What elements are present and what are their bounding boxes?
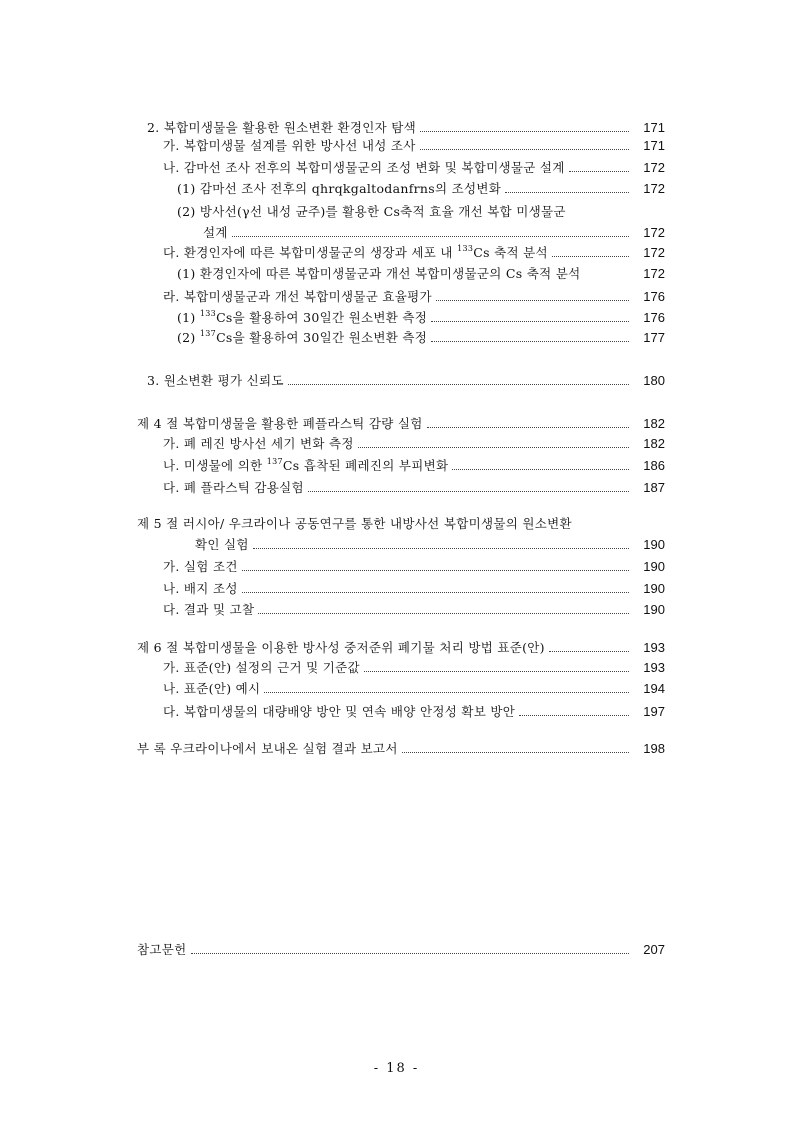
toc-entry-text: (1) — [177, 310, 200, 325]
toc-entry-text: 다. 환경인자에 따른 복합미생물군의 생장과 세포 내 — [163, 245, 458, 260]
toc-entry-title — [163, 580, 238, 598]
toc-page-number: 194 — [643, 681, 665, 696]
toc-entry[interactable] — [137, 639, 665, 657]
toc-entry[interactable] — [163, 137, 665, 155]
toc-entry-title — [163, 244, 548, 262]
toc-entry-text: 참고문헌 — [137, 942, 187, 957]
dot-leader — [232, 235, 629, 237]
toc-entry-title — [147, 372, 284, 390]
toc-entry-title — [163, 703, 515, 721]
dot-leader — [436, 299, 629, 301]
toc-entry[interactable] — [163, 659, 665, 677]
toc-entry-title — [137, 941, 187, 959]
toc-entry[interactable] — [195, 536, 665, 554]
toc-entry-title — [203, 224, 228, 242]
toc-page-number: 172 — [643, 225, 665, 240]
toc-entry-title — [163, 680, 260, 698]
toc-page-number: 186 — [643, 458, 665, 473]
dot-leader — [358, 446, 629, 448]
toc-entry[interactable] — [147, 119, 665, 137]
toc-entry-text: (2) 방사선(γ선 내성 균주)를 활용한 Cs축적 효율 개선 복합 미생물군 — [177, 204, 566, 219]
toc-entry[interactable] — [163, 703, 665, 721]
toc-entry[interactable] — [137, 415, 665, 433]
dot-leader — [552, 255, 629, 257]
dot-leader — [420, 148, 629, 150]
toc-entry-text: 제 5 절 러시아/ 우크라이나 공동연구를 통한 내방사선 복합미생물의 원소변환 — [137, 516, 572, 531]
toc-entry[interactable] — [163, 479, 665, 497]
toc-page-number: 182 — [643, 436, 665, 451]
toc-entry[interactable] — [137, 740, 665, 758]
toc-entry-title — [147, 119, 416, 137]
toc-page-number: 176 — [643, 310, 665, 325]
dot-leader — [431, 320, 629, 322]
toc-entry[interactable] — [163, 601, 665, 619]
toc-entry[interactable] — [163, 558, 665, 576]
dot-leader — [258, 612, 629, 614]
dot-leader — [402, 751, 629, 753]
toc-entry-text: 확인 실험 — [195, 537, 249, 552]
toc-entry-text: 다. 폐 플라스틱 감용실험 — [163, 480, 304, 495]
dot-leader — [242, 591, 629, 593]
dot-leader — [452, 468, 629, 470]
toc-entry-text-cont: Cs 축적 분석 — [473, 245, 548, 260]
toc-page-number: 198 — [643, 741, 665, 756]
toc-entry-title — [163, 601, 254, 619]
toc-entry-text: 제 4 절 복합미생물을 활용한 폐플라스틱 감량 실험 — [137, 416, 423, 431]
toc-entry-text: 다. 복합미생물의 대량배양 방안 및 연속 배양 안정성 확보 방안 — [163, 704, 516, 719]
toc-entry[interactable] — [177, 180, 665, 198]
toc-page-number: 176 — [643, 289, 665, 304]
toc-entry-text: 설계 — [203, 225, 228, 240]
dot-leader — [549, 650, 629, 652]
toc-entry-text: 2. 복합미생물을 활용한 원소변환 환경인자 탐색 — [147, 120, 417, 135]
toc-page-number: 180 — [643, 373, 665, 388]
toc-page-number: 193 — [643, 660, 665, 675]
toc-page-number: 172 — [643, 266, 665, 281]
toc-entry-title — [137, 639, 545, 657]
toc-entry-title — [163, 457, 448, 475]
toc-entry[interactable] — [177, 309, 665, 327]
toc-page-number: 193 — [643, 640, 665, 655]
toc-page-number: 190 — [643, 581, 665, 596]
toc-page-number: 190 — [643, 559, 665, 574]
toc-page-number: 172 — [643, 181, 665, 196]
toc-page-number: 171 — [643, 120, 665, 135]
toc-page-number: 190 — [643, 537, 665, 552]
toc-entry-title — [163, 288, 432, 306]
toc-entry-title — [163, 479, 304, 497]
toc-entry-text: (1) 감마선 조사 전후의 qhrqkgaltodanfrns의 조성변화 — [177, 181, 502, 196]
dot-leader — [288, 383, 629, 385]
toc-entry[interactable] — [163, 457, 665, 475]
toc-entry-title — [177, 265, 581, 283]
toc-entry[interactable] — [177, 265, 665, 283]
toc-entry-text: 부 록 우크라이나에서 보내온 실험 결과 보고서 — [137, 741, 398, 756]
toc-page-number: 172 — [643, 160, 665, 175]
dot-leader — [431, 340, 629, 342]
toc-page-number: 207 — [643, 942, 665, 957]
isotope-superscript: 133 — [457, 244, 474, 253]
toc-entry[interactable] — [163, 680, 665, 698]
toc-entry-text-cont: Cs 흡착된 폐레진의 부피변화 — [282, 458, 449, 473]
toc-entry-text-cont: Cs을 활용하여 30일간 원소변환 측정 — [216, 330, 428, 345]
toc-page-number: 177 — [643, 330, 665, 345]
toc-entry[interactable] — [163, 580, 665, 598]
toc-entry-text: 가. 실험 조건 — [163, 559, 238, 574]
toc-entry-title — [177, 309, 427, 327]
toc-entry-text: 가. 폐 레진 방사선 세기 변화 측정 — [163, 436, 354, 451]
toc-entry[interactable] — [137, 515, 665, 533]
toc-entry[interactable] — [163, 244, 665, 262]
toc-entry-text: 나. 표준(안) 예시 — [163, 681, 261, 696]
toc-page-number: 171 — [643, 138, 665, 153]
toc-entry[interactable] — [137, 941, 665, 959]
toc-entry-title — [137, 515, 572, 533]
toc-entry-title — [177, 203, 566, 221]
toc-page-number: 187 — [643, 480, 665, 495]
toc-entry[interactable] — [163, 288, 665, 306]
page-number-footer: - 18 - — [373, 1061, 420, 1076]
dot-leader — [569, 170, 629, 172]
dot-leader — [519, 714, 629, 716]
toc-entry-title — [163, 137, 416, 155]
toc-entry-text: (1) 환경인자에 따른 복합미생물군과 개선 복합미생물군의 Cs 축적 분석 — [177, 266, 581, 281]
toc-entry-title — [137, 415, 423, 433]
toc-entry[interactable] — [177, 203, 665, 221]
toc-entry-text: 라. 복합미생물군과 개선 복합미생물군 효율평가 — [163, 289, 432, 304]
dot-leader — [242, 569, 629, 571]
toc-entry[interactable] — [177, 329, 665, 347]
toc-entry-title — [163, 659, 360, 677]
toc-page-number: 190 — [643, 602, 665, 617]
dot-leader — [253, 547, 629, 549]
dot-leader — [364, 670, 629, 672]
toc-entry-title — [163, 558, 238, 576]
dot-leader — [505, 191, 629, 193]
dot-leader — [420, 130, 629, 132]
toc-entry[interactable] — [163, 159, 665, 177]
toc-entry-text: 다. 결과 및 고찰 — [163, 602, 255, 617]
toc-entry-title — [137, 740, 398, 758]
toc-page-number: 197 — [643, 704, 665, 719]
toc-entry-text-cont: Cs을 활용하여 30일간 원소변환 측정 — [216, 310, 428, 325]
toc-entry-title — [177, 329, 427, 347]
toc-page-number: 182 — [643, 416, 665, 431]
toc-entry-text: 나. 감마선 조사 전후의 복합미생물군의 조성 변화 및 복합미생물군 설계 — [163, 160, 565, 175]
toc-entry-text: 가. 표준(안) 설정의 근거 및 기준값 — [163, 660, 360, 675]
toc-entry-title — [195, 536, 249, 554]
dot-leader — [264, 691, 629, 693]
toc-entry-text: 나. 미생물에 의한 — [163, 458, 267, 473]
isotope-superscript: 133 — [199, 309, 217, 318]
toc-entry-title — [177, 180, 501, 198]
dot-leader — [191, 952, 629, 954]
dot-leader — [427, 426, 629, 428]
toc-page-number: 172 — [643, 245, 665, 260]
toc-entry-text: 제 6 절 복합미생물을 이용한 방사성 중저준위 폐기물 처리 방법 표준(안) — [137, 640, 545, 655]
toc-entry-title — [163, 159, 565, 177]
toc-entry-text: (2) — [177, 330, 200, 345]
toc-entry[interactable] — [203, 224, 665, 242]
isotope-superscript: 137 — [199, 329, 217, 338]
dot-leader — [308, 490, 629, 492]
toc-entry[interactable] — [163, 435, 665, 453]
toc-entry-text: 3. 원소변환 평가 신뢰도 — [147, 373, 284, 388]
toc-entry[interactable] — [147, 372, 665, 390]
isotope-superscript: 137 — [266, 457, 283, 466]
toc-entry-text: 나. 배지 조성 — [163, 581, 238, 596]
toc-entry-text: 가. 복합미생물 설계를 위한 방사선 내성 조사 — [163, 138, 416, 153]
toc-entry-title — [163, 435, 354, 453]
